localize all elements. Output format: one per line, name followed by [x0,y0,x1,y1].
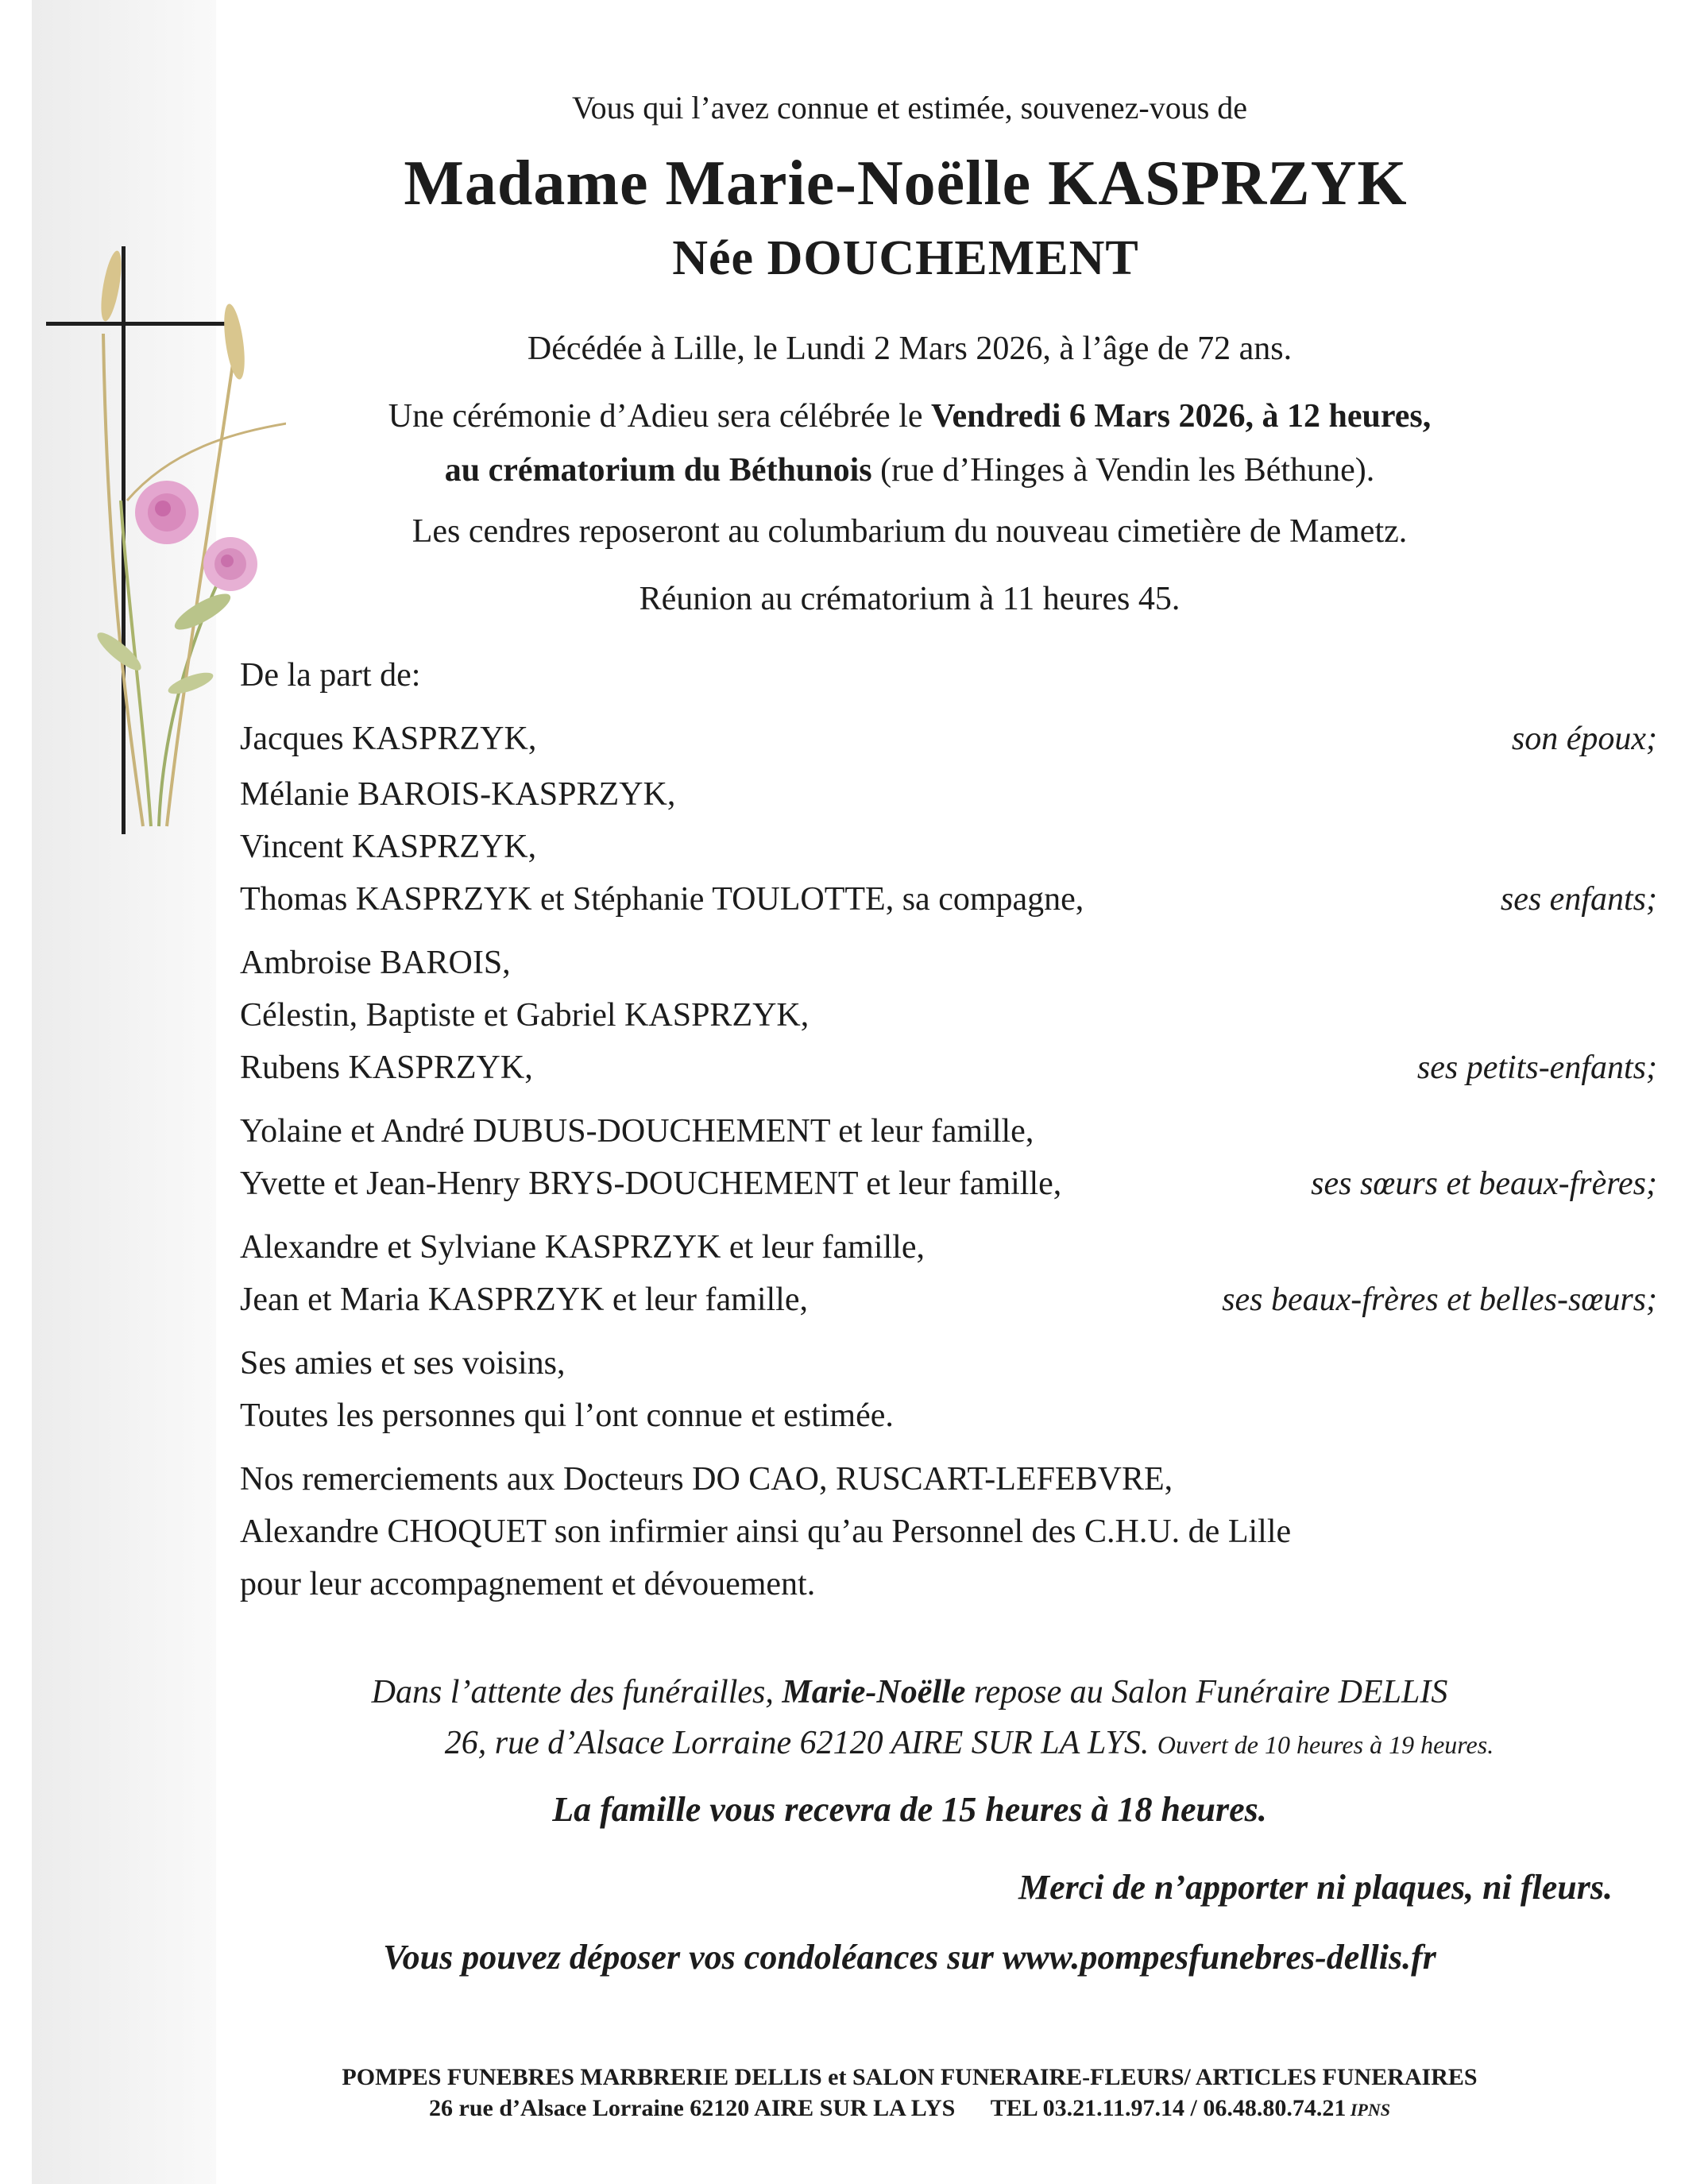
ceremony-intro: Une cérémonie d’Adieu sera célébrée le [388,398,932,435]
sister-line: Yolaine et André DUBUS-DOUCHEMENT et leur famille, [240,1113,1034,1150]
family-intro: De la part de: [240,657,421,694]
ceremony-line-2 [56,451,1708,489]
funeral-home-line-2 [115,1724,1708,1762]
ashes-notice: Les cendres reposeront au columbarium du nouveau cimetière de Mametz. [412,513,1408,550]
spouse-line: Jacques KASPRZYK, [240,721,537,757]
friends-line: Ses amies et ses voisins, [240,1345,566,1382]
family-visit-notice: La famille vous recevra de 15 heures à 18 heures. [552,1790,1267,1829]
ceremony-line-1 [56,397,1708,435]
funeral-home-line-1 [56,1673,1708,1711]
ceremony-place: au crématorium du Béthunois [444,452,872,489]
footer-contact [56,2095,1708,2122]
intro-text: Vous qui l’avez connue et estimée, souvenez-vous de [571,90,1248,126]
grandchild-line: Célestin, Baptiste et Gabriel KASPRZYK, [240,997,810,1034]
inlaws-role: ses beaux-frères et belles-sœurs; [1222,1281,1657,1318]
friends-line: Toutes les personnes qui l’ont connue et estimée. [240,1397,894,1434]
first-name: Marie-Noëlle [782,1674,966,1710]
inlaw-line: Alexandre et Sylviane KASPRZYK et leur famille, [240,1229,925,1266]
thanks-line: Nos remerciements aux Docteurs DO CAO, RUSCART-LEFEBVRE, [240,1461,1173,1498]
footer-company: POMPES FUNEBRES MARBRERIE DELLIS et SALON FUNERAIRE-FLEURS/ ARTICLES FUNERAIRES [342,2064,1478,2090]
spouse-role: son époux; [1511,721,1657,757]
thanks-line: Alexandre CHOQUET son infirmier ainsi qu’au Personnel des C.H.U. de Lille [240,1513,1292,1550]
meeting-notice: Réunion au crématorium à 11 heures 45. [639,581,1181,617]
children-role: ses enfants; [1500,881,1657,918]
funeral-home-name: repose au Salon Funéraire DELLIS [965,1674,1448,1710]
ceremony-address: (rue d’Hinges à Vendin les Béthune). [871,452,1375,489]
funeral-home-address: 26, rue d’Alsace Lorraine 62120 AIRE SUR LA LYS. [444,1725,1157,1761]
thanks-line: pour leur accompagnement et dévouement. [240,1566,816,1602]
funeral-home-intro: Dans l’attente des funérailles, [371,1674,783,1710]
deceased-name: Madame Marie-Noëlle KASPRZYK [404,149,1408,218]
footer-address-phone: 26 rue d’Alsace Lorraine 62120 AIRE SUR LA LYS TEL 03.21.11.97.14 / 06.48.80.74.21 [429,2095,1347,2121]
grandchild-line: Ambroise BAROIS, [240,945,511,981]
death-notice: Décédée à Lille, le Lundi 2 Mars 2026, à l’âge de 72 ans. [527,330,1293,367]
footer-ipns: IPNS [1346,2100,1390,2120]
grandchildren-role: ses petits-enfants; [1416,1049,1657,1086]
sister-line: Yvette et Jean-Henry BRYS-DOUCHEMENT et leur famille, [240,1165,1062,1202]
no-flowers-notice: Merci de n’apporter ni plaques, ni fleurs. [1018,1868,1613,1907]
inlaw-line: Jean et Maria KASPRZYK et leur famille, [240,1281,808,1318]
grandchild-line: Rubens KASPRZYK, [240,1049,533,1086]
birth-name: Née DOUCHEMENT [672,231,1139,285]
child-line: Mélanie BAROIS-KASPRZYK, [240,776,676,813]
sisters-role: ses sœurs et beaux-frères; [1311,1165,1657,1202]
opening-hours: Ouvert de 10 heures à 19 heures. [1157,1730,1494,1759]
condolences-notice: Vous pouvez déposer vos condoléances sur www.pompesfunebres-dellis.fr [383,1938,1436,1977]
child-line: Vincent KASPRZYK, [240,829,537,865]
child-line: Thomas KASPRZYK et Stéphanie TOULOTTE, sa compagne, [240,881,1084,918]
ceremony-date: Vendredi 6 Mars 2026, à 12 heures, [931,398,1432,435]
